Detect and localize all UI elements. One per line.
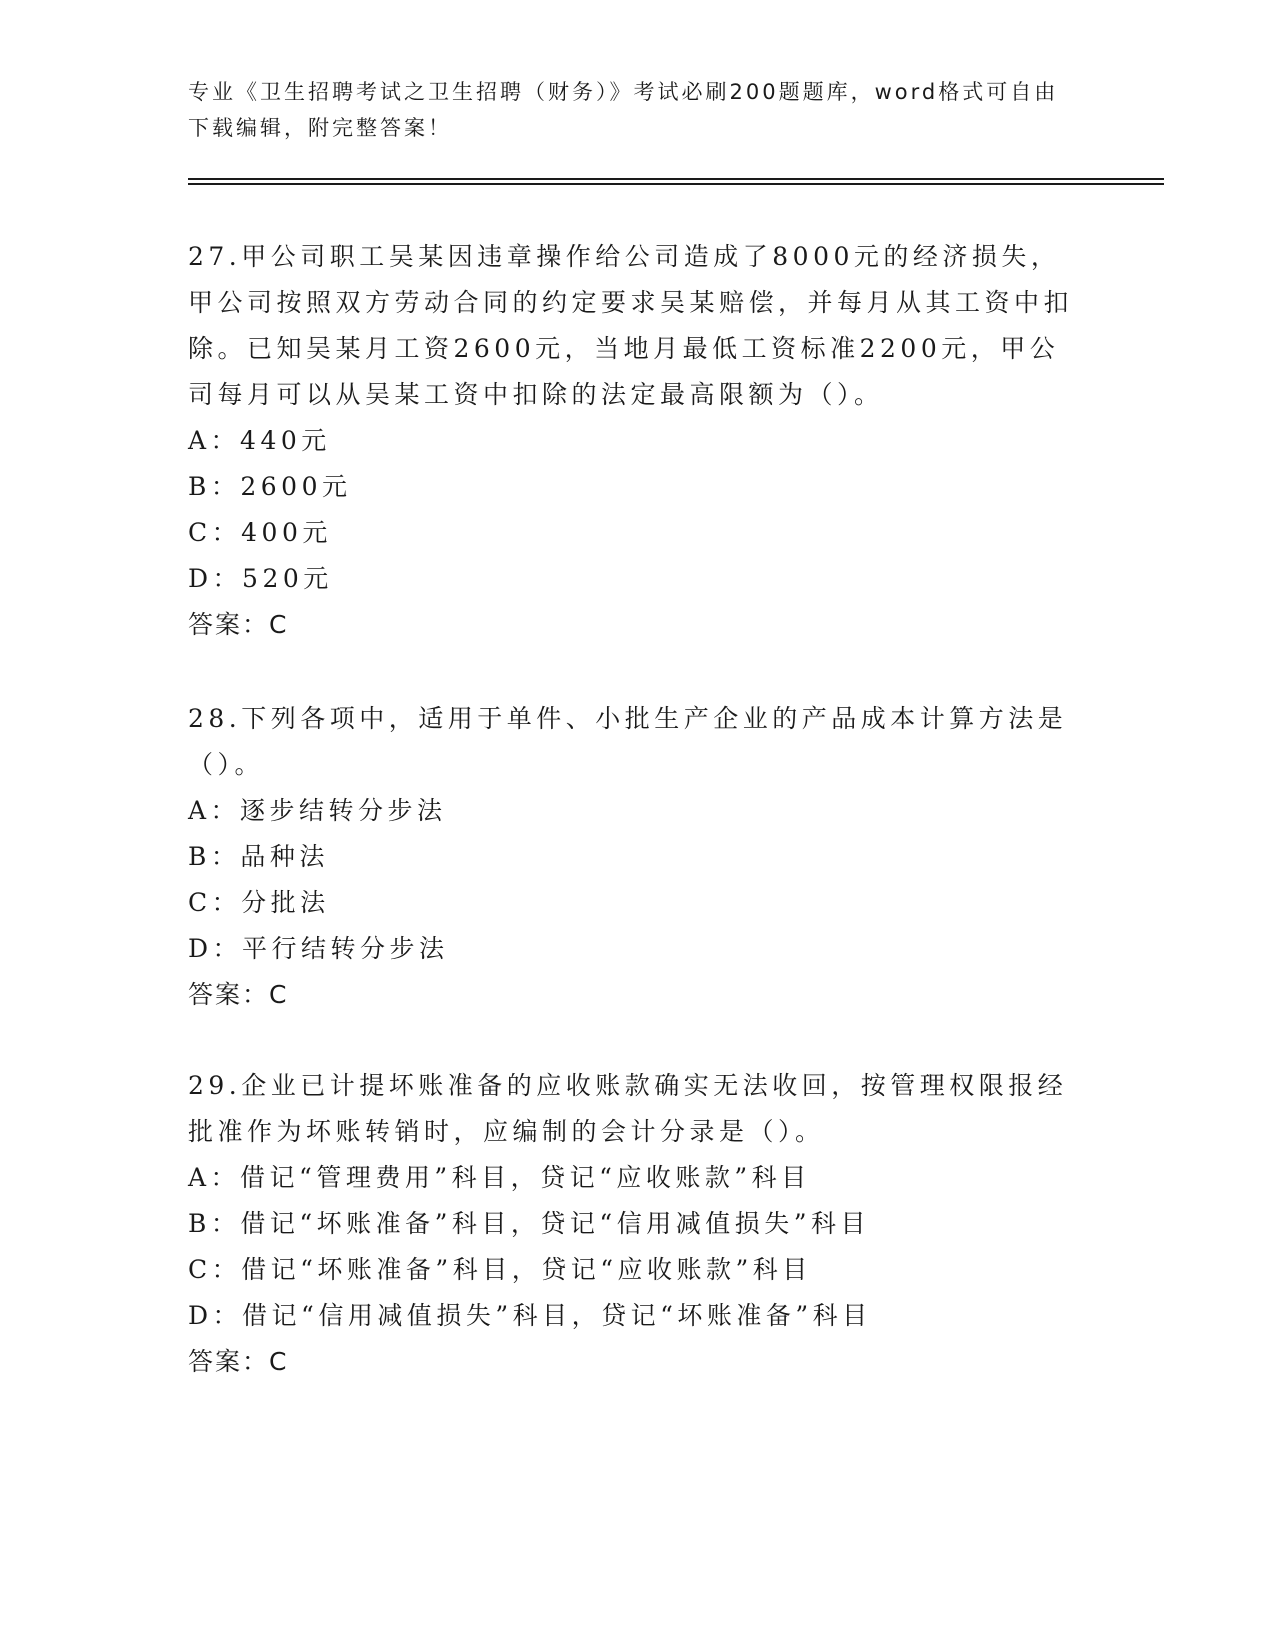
option-c: C：分批法 [188,888,330,917]
question-28 [188,696,1078,1018]
option-d: D：520元 [188,564,333,593]
question-stem: 27.甲公司职工吴某因违章操作给公司造成了8000元的经济损失，甲公司按照双方劳动合同的约定要求吴某赔偿，并每月从其工资中扣除。已知吴某月工资2600元，当地月最低工资标准2200元，甲公司每月可以从吴某工资中扣除的法定最高限额为（）。 [188,242,1074,409]
header-divider-bottom [188,183,1164,185]
header-divider-top [188,178,1164,180]
document-header: 专业《卫生招聘考试之卫生招聘（财务）》考试必刷200题题库，word格式可自由下载编辑，附完整答案！ [188,80,1059,140]
answer-line: 答案：C [188,980,289,1009]
option-a: A：440元 [188,426,331,455]
option-a: A：逐步结转分步法 [188,796,447,825]
option-c: C：借记“坏账准备”科目，贷记“应收账款”科目 [188,1255,812,1284]
question-27 [188,234,1078,648]
answer-line: 答案：C [188,1347,289,1376]
option-d: D：借记“信用减值损失”科目，贷记“坏账准备”科目 [188,1301,872,1330]
answer-line: 答案：C [188,610,289,639]
option-b: B：2600元 [188,472,352,501]
question-29 [188,1063,1078,1385]
option-b: B：借记“坏账准备”科目，贷记“信用减值损失”科目 [188,1209,870,1238]
question-stem: 28.下列各项中，适用于单件、小批生产企业的产品成本计算方法是（）。 [188,704,1068,779]
question-stem: 29.企业已计提坏账准备的应收账款确实无法收回，按管理权限报经批准作为坏账转销时，应编制的会计分录是（）。 [188,1071,1068,1146]
option-d: D：平行结转分步法 [188,934,449,963]
option-b: B：品种法 [188,842,329,871]
option-c: C：400元 [188,518,332,547]
option-a: A：借记“管理费用”科目，贷记“应收账款”科目 [188,1163,811,1192]
